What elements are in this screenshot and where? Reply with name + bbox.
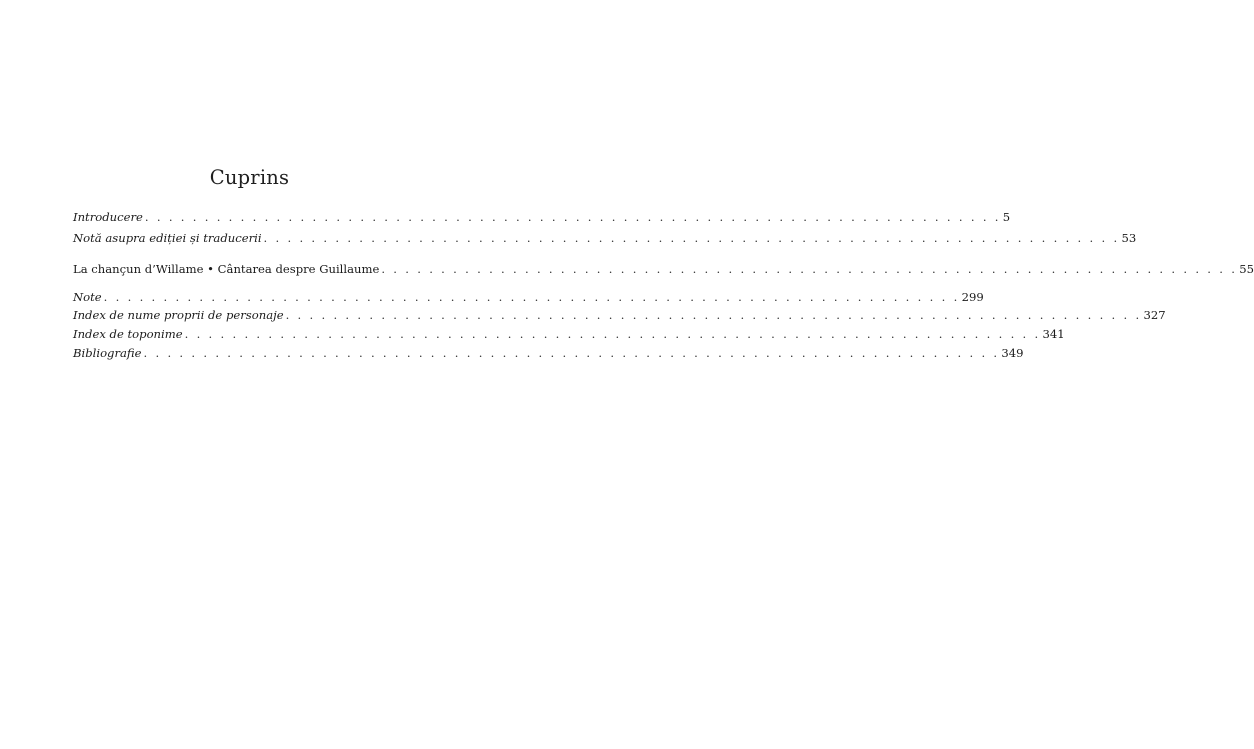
toc-entry-page-number: 349 — [1001, 346, 1024, 360]
toc-entry-label: La chançun d’Willame • Cântarea despre Guillaume — [73, 262, 380, 276]
dot-leader: . . . . . . . . . . . . . . . . . . . . . . . . . . . . . . . . . . . . . . . . . . . . . . . . . . . . . . . . . . . . . . . . . . . . . . . . — [285, 308, 1142, 322]
toc-entry-note[interactable] — [73, 288, 984, 306]
toc-entry-page-number: 53 — [1121, 231, 1137, 245]
dot-leader: . . . . . . . . . . . . . . . . . . . . . . . . . . . . . . . . . . . . . . . . . . . . . . . . . . . . . . . . . . . . . . . . . . . . . . . . — [143, 346, 1000, 360]
toc-entry-label: Notă asupra ediției și traducerii — [73, 231, 262, 245]
toc-entry-chancun-willame[interactable] — [73, 260, 1254, 278]
toc-entry-nota-asupra-editiei[interactable] — [73, 229, 1137, 247]
page-title: Cuprins — [209, 166, 290, 189]
dot-leader: . . . . . . . . . . . . . . . . . . . . . . . . . . . . . . . . . . . . . . . . . . . . . . . . . . . . . . . . . . . . . . . . . . . . . . . . — [144, 210, 1001, 224]
toc-entry-page-number: 341 — [1042, 327, 1065, 341]
toc-entry-page-number: 5 — [1002, 210, 1011, 224]
toc-entry-page-number: 55 — [1239, 262, 1254, 276]
toc-entry-label: Index de toponime — [73, 327, 183, 341]
toc-entry-label: Introducere — [73, 210, 143, 224]
dot-leader: . . . . . . . . . . . . . . . . . . . . . . . . . . . . . . . . . . . . . . . . . . . . . . . . . . . . . . . . . . . . . . . . . . . . . . . . — [103, 290, 960, 304]
toc-entry-bibliografie[interactable] — [73, 344, 1024, 362]
toc-entry-index-toponime[interactable] — [73, 325, 1065, 343]
toc-entry-introducere[interactable] — [73, 208, 1011, 226]
toc-entry-label: Index de nume proprii de personaje — [73, 308, 284, 322]
toc-entry-label: Bibliografie — [73, 346, 142, 360]
toc-entry-page-number: 299 — [961, 290, 984, 304]
dot-leader: . . . . . . . . . . . . . . . . . . . . . . . . . . . . . . . . . . . . . . . . . . . . . . . . . . . . . . . . . . . . . . . . . . . . . . . . — [184, 327, 1041, 341]
toc-entry-label: Note — [73, 290, 102, 304]
toc-entry-page-number: 327 — [1143, 308, 1166, 322]
dot-leader: . . . . . . . . . . . . . . . . . . . . . . . . . . . . . . . . . . . . . . . . . . . . . . . . . . . . . . . . . . . . . . . . . . . . . . . . — [381, 262, 1238, 276]
toc-entry-index-personaje[interactable] — [73, 306, 1166, 324]
dot-leader: . . . . . . . . . . . . . . . . . . . . . . . . . . . . . . . . . . . . . . . . . . . . . . . . . . . . . . . . . . . . . . . . . . . . . . . . — [263, 231, 1120, 245]
